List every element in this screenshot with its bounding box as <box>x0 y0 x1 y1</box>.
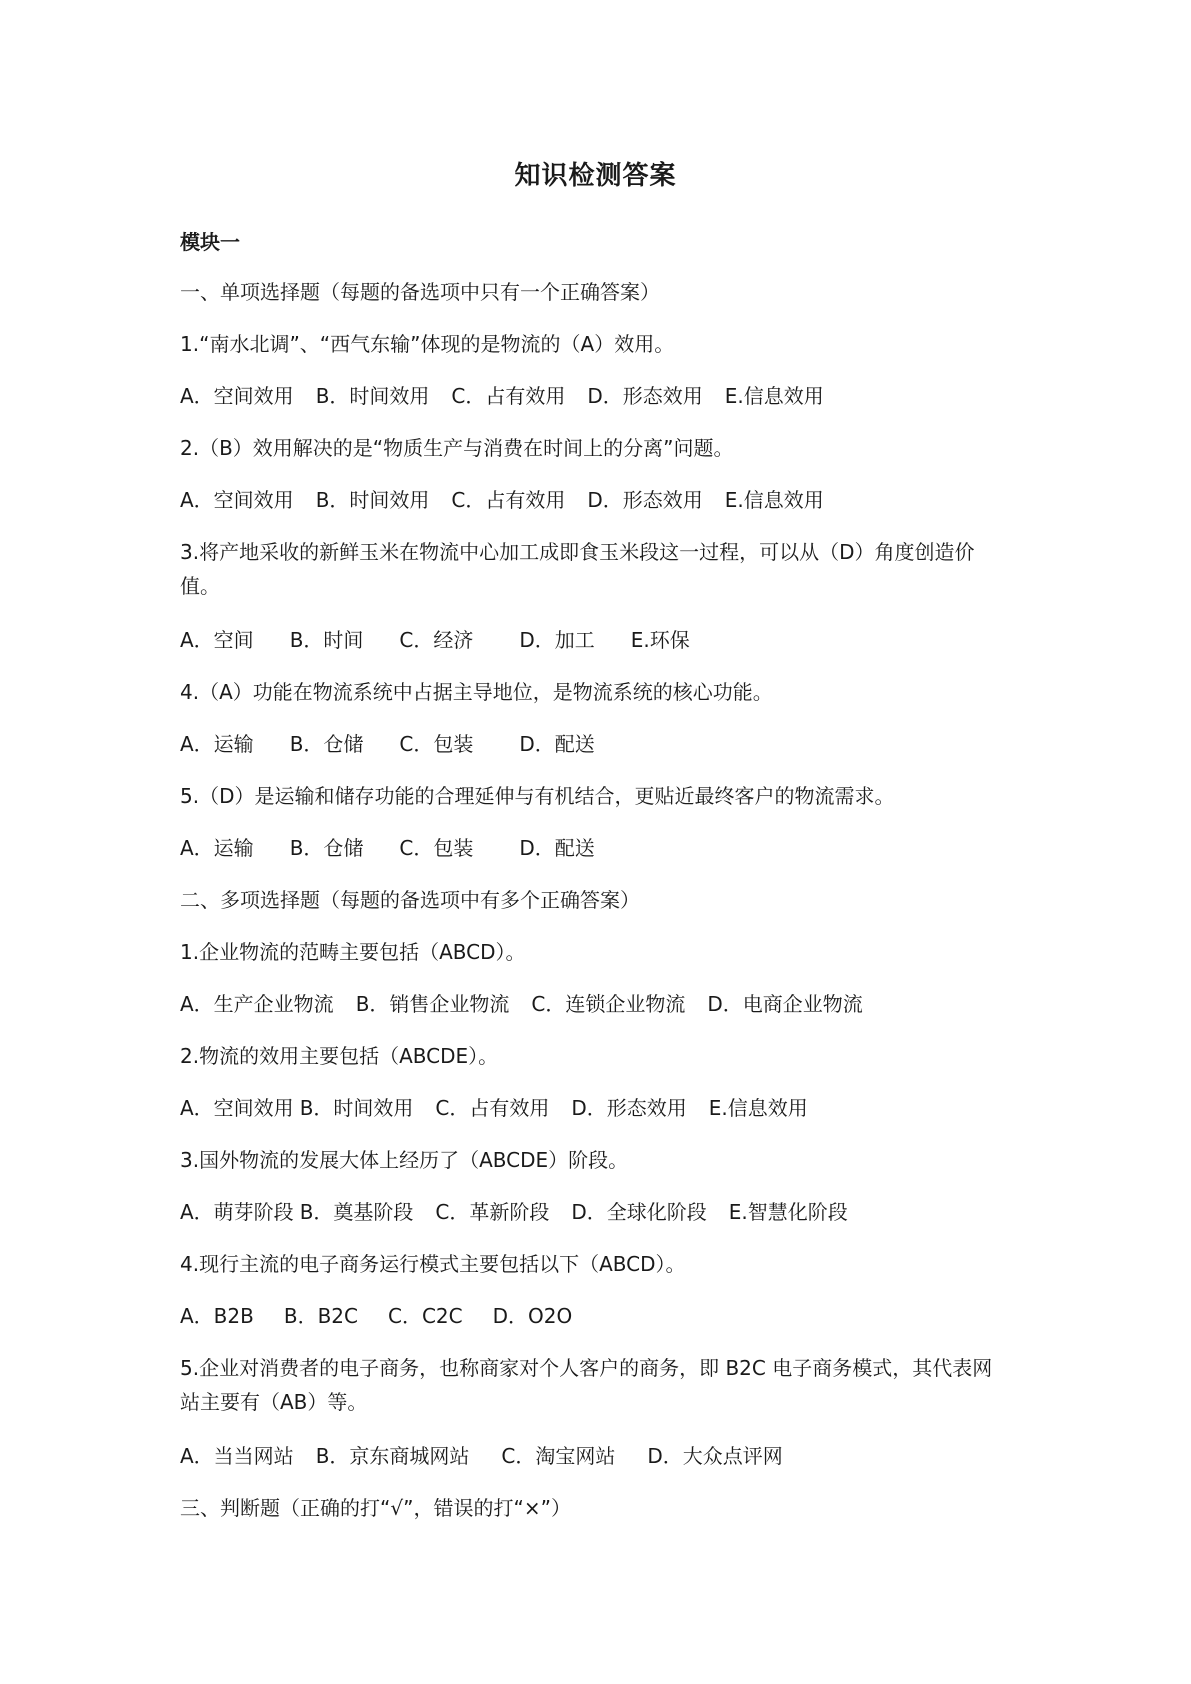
section-heading-multiple-choice: 二、多项选择题（每题的备选项中有多个正确答案） <box>180 888 640 912</box>
question-2-3: 3.国外物流的发展大体上经历了（ABCDE）阶段。 <box>180 1148 629 1172</box>
question-1-1-options <box>180 379 1020 413</box>
option: C．淘宝网站 <box>501 1444 616 1468</box>
option: B．仓储 <box>289 732 364 756</box>
question-2-5-options <box>180 1439 1020 1473</box>
option: B．时间效用 <box>315 384 430 408</box>
option: C．包装 <box>399 836 474 860</box>
option: B．B2C <box>283 1304 358 1328</box>
question-1-2: 2.（B）效用解决的是“物质生产与消费在时间上的分离”问题。 <box>180 436 734 460</box>
question-1-5: 5.（D）是运输和储存功能的合理延伸与有机结合，更贴近最终客户的物流需求。 <box>180 784 895 808</box>
option: D．加工 <box>519 628 595 652</box>
page-title: 知识检测答案 <box>514 161 677 191</box>
option: C．占有效用 <box>451 488 566 512</box>
option: C．占有效用 <box>451 384 566 408</box>
option: C．革新阶段 <box>435 1200 550 1224</box>
option: D．形态效用 <box>587 384 703 408</box>
option: D．O2O <box>492 1304 573 1328</box>
option: D．配送 <box>519 836 595 860</box>
option: A．空间效用 <box>180 488 294 512</box>
option: A．萌芽阶段 <box>180 1200 294 1224</box>
question-1-3: 3.将产地采收的新鲜玉米在物流中心加工成即食玉米段这一过程，可以从（D）角度创造价值。 <box>180 540 975 598</box>
question-2-4: 4.现行主流的电子商务运行模式主要包括以下（ABCD）。 <box>180 1252 686 1276</box>
option: B．时间效用 <box>299 1096 414 1120</box>
option: D．配送 <box>519 732 595 756</box>
option: D．电商企业物流 <box>707 992 863 1016</box>
module-heading: 模块一 <box>180 230 240 254</box>
option: C．占有效用 <box>435 1096 550 1120</box>
question-2-5: 5.企业对消费者的电子商务，也称商家对个人客户的商务，即 B2C 电子商务模式，其代表网站主要有（AB）等。 <box>180 1356 993 1414</box>
option: B．销售企业物流 <box>355 992 510 1016</box>
option: D．大众点评网 <box>647 1444 783 1468</box>
option: C．C2C <box>388 1304 463 1328</box>
option: C．包装 <box>399 732 474 756</box>
option: B．仓储 <box>289 836 364 860</box>
question-2-4-options <box>180 1299 1020 1333</box>
option: C．经济 <box>399 628 474 652</box>
option: A．B2B <box>180 1304 254 1328</box>
question-2-2: 2.物流的效用主要包括（ABCDE）。 <box>180 1044 499 1068</box>
section-heading-single-choice: 一、单项选择题（每题的备选项中只有一个正确答案） <box>180 280 660 304</box>
question-2-1: 1.企业物流的范畴主要包括（ABCD）。 <box>180 940 526 964</box>
option: D．全球化阶段 <box>571 1200 707 1224</box>
option: E.信息效用 <box>724 384 824 408</box>
option: C．连锁企业物流 <box>531 992 686 1016</box>
question-1-2-options <box>180 483 1020 517</box>
option: A．当当网站 <box>180 1444 294 1468</box>
option: E.环保 <box>630 628 690 652</box>
option: E.信息效用 <box>724 488 824 512</box>
question-1-3-options <box>180 623 1020 657</box>
option: B．京东商城网站 <box>315 1444 470 1468</box>
question-2-2-options <box>180 1091 1020 1125</box>
option: D．形态效用 <box>587 488 703 512</box>
option: B．奠基阶段 <box>299 1200 414 1224</box>
option: A．空间效用 <box>180 1096 294 1120</box>
option: A．运输 <box>180 836 254 860</box>
option: E.智慧化阶段 <box>728 1200 848 1224</box>
question-1-4-options <box>180 727 1020 761</box>
section-heading-true-false: 三、判断题（正确的打“√”，错误的打“×”） <box>180 1496 571 1520</box>
option: E.信息效用 <box>708 1096 808 1120</box>
option: B．时间 <box>289 628 364 652</box>
option: A．空间 <box>180 628 254 652</box>
option: B．时间效用 <box>315 488 430 512</box>
question-1-1: 1.“南水北调”、“西气东输”体现的是物流的（A）效用。 <box>180 332 675 356</box>
option: D．形态效用 <box>571 1096 687 1120</box>
question-1-5-options <box>180 831 1020 865</box>
question-1-4: 4.（A）功能在物流系统中占据主导地位，是物流系统的核心功能。 <box>180 680 773 704</box>
option: A．生产企业物流 <box>180 992 334 1016</box>
option: A．空间效用 <box>180 384 294 408</box>
question-2-1-options <box>180 987 1020 1021</box>
question-2-3-options <box>180 1195 1020 1229</box>
option: A．运输 <box>180 732 254 756</box>
